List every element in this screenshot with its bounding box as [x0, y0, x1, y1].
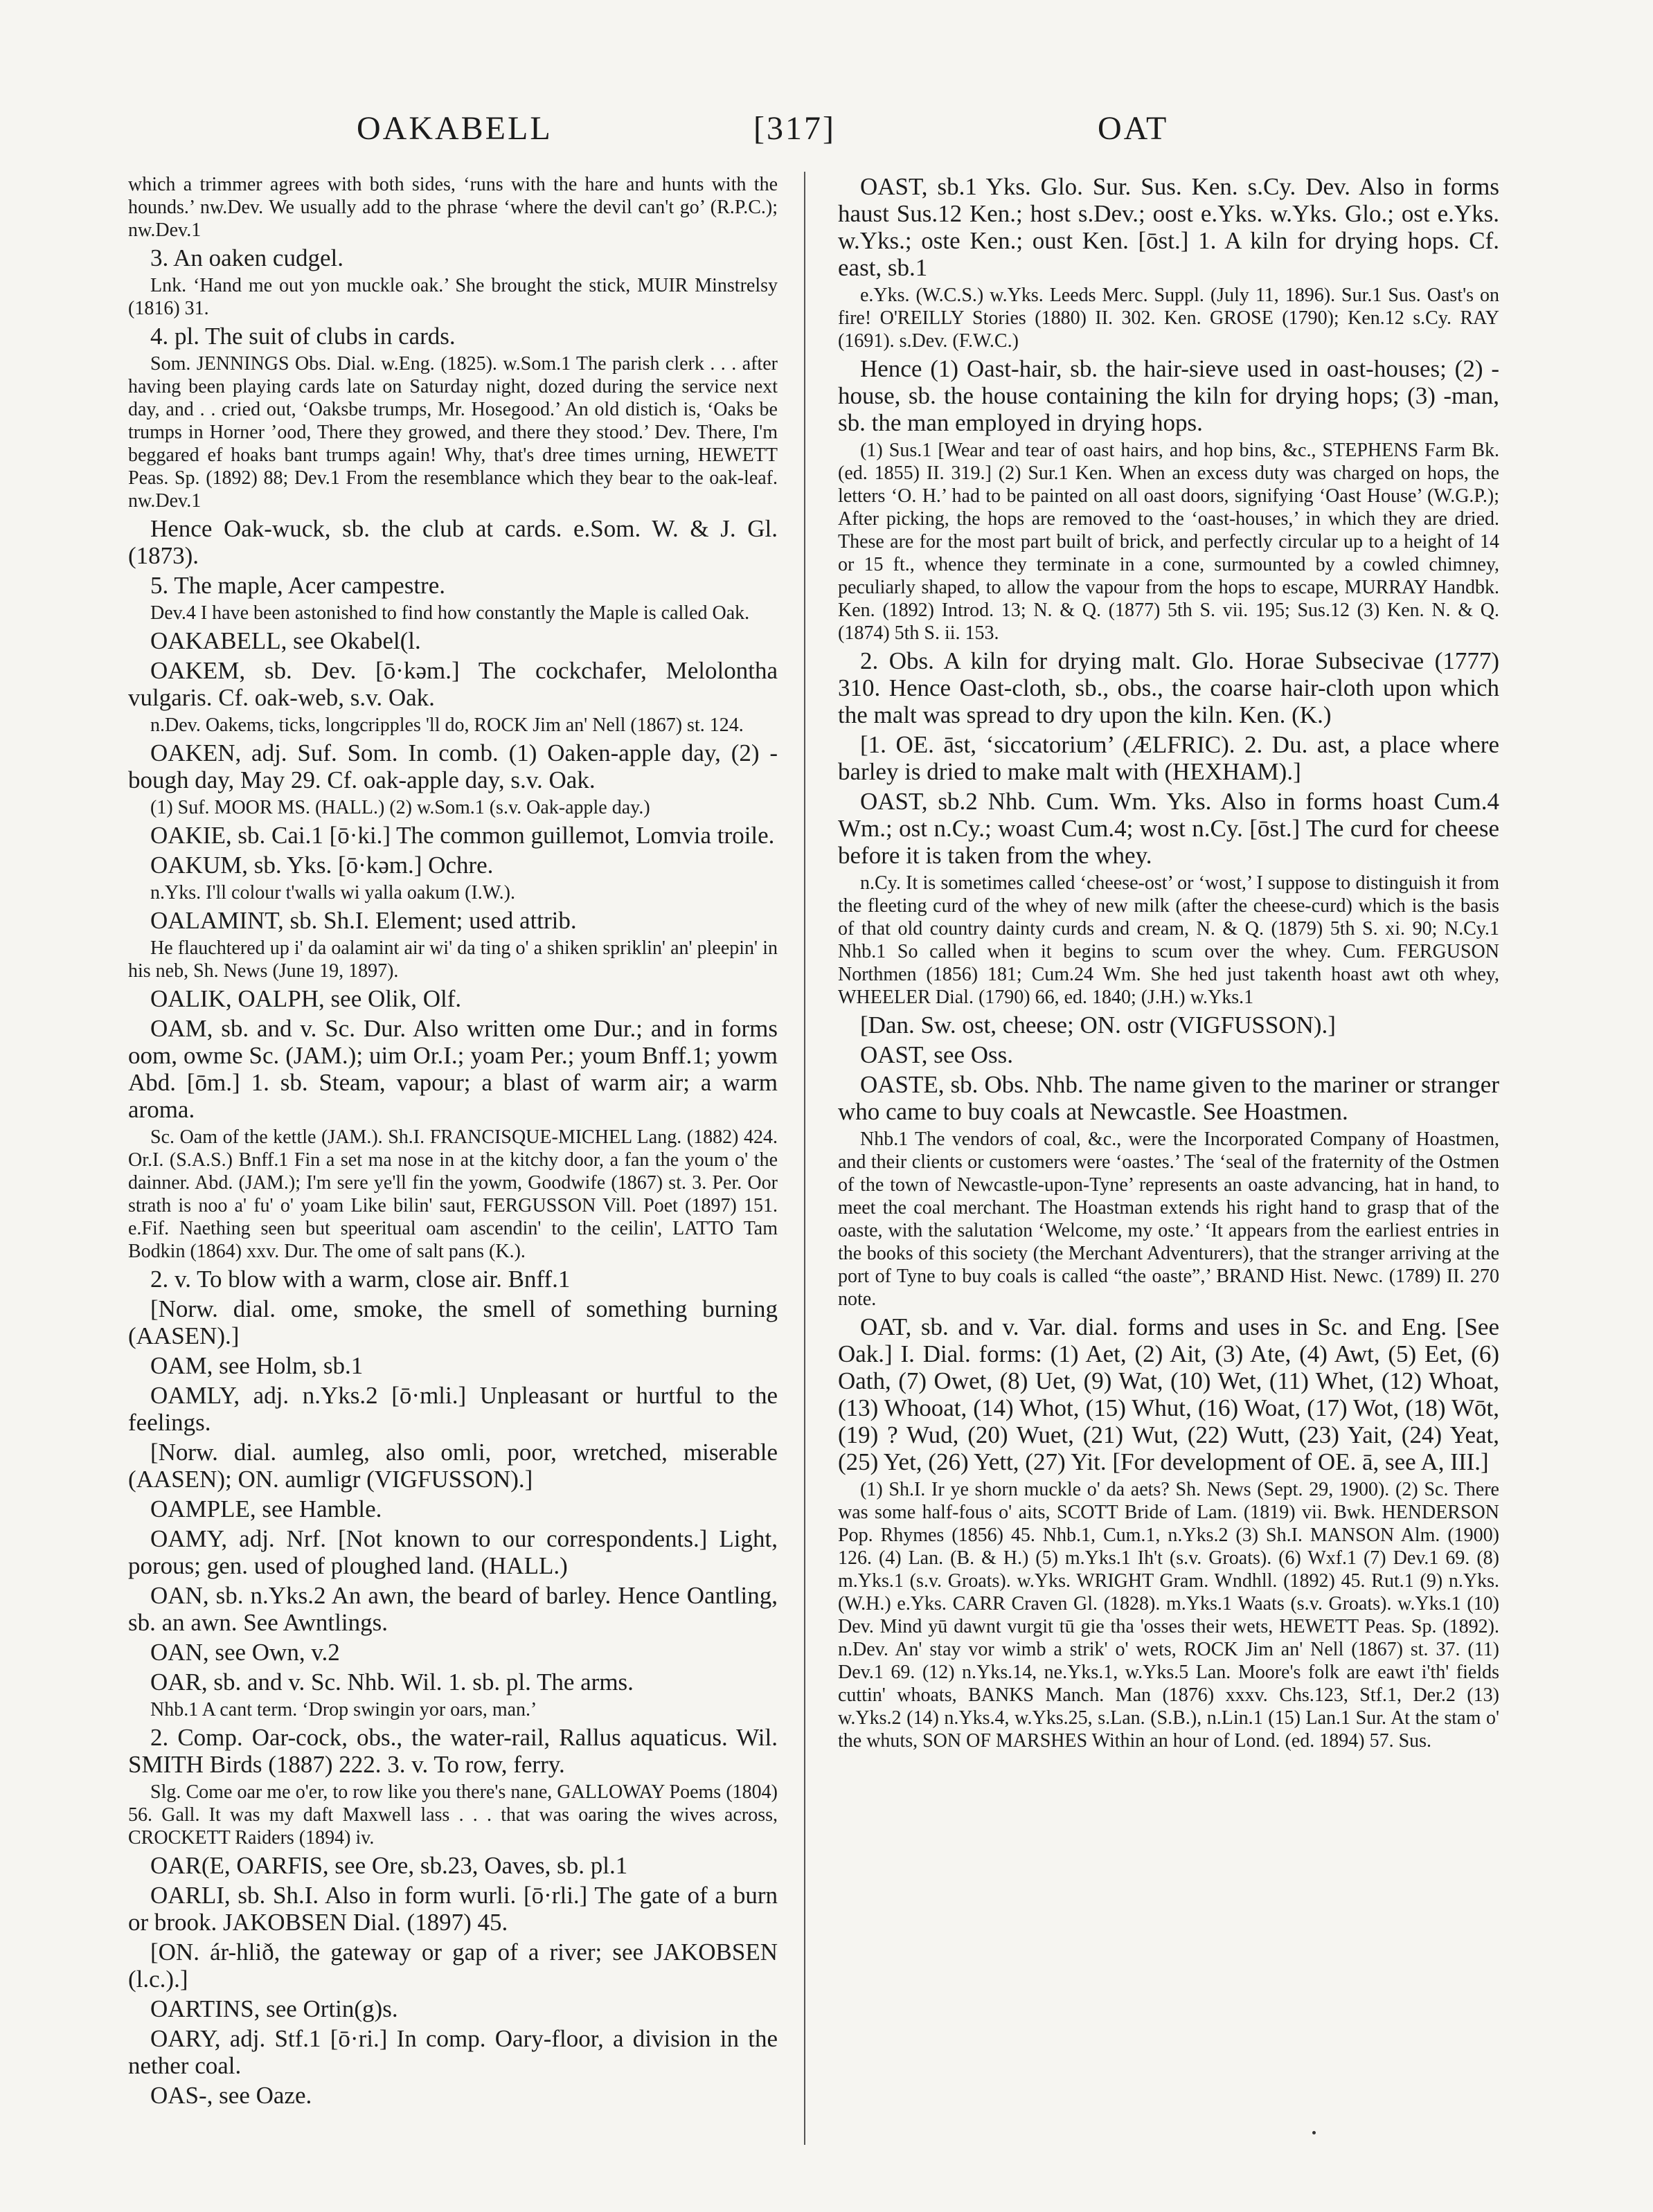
- entry-paragraph: OAT, sb. and v. Var. dial. forms and uses in Sc. and Eng. [See Oak.] I. Dial. forms: (1) Aet, (2) Ait, (3) Ate, (4) Awt, (5) Eet, (6) Oath, (7) Owet, (8) Uet, (9) Wat, (10) Wet, (11) Whet, (12) Whoat, (13) Whooat, (14) Whot, (15) Whut, (16) Woat, (17) Wot, (18) Wōt, (19) ? Wud, (20) Wuet, (21) Wut, (22) Wutt, (23) Yait, (24) Yeat, (25) Yet, (26) Yett, (27) Yit. [For development of OE. ā, see A, III.]: [838, 1313, 1499, 1475]
- running-head-right: OAT: [1098, 110, 1169, 147]
- citation-paragraph: Dev.4 I have been astonished to find how constantly the Maple is called Oak.: [150, 602, 750, 624]
- citation-paragraph: Nhb.1 A cant term. ‘Drop swingin yor oars, man.’: [150, 1699, 537, 1720]
- entry-paragraph: OAST, see Oss.: [860, 1041, 1014, 1068]
- entry-paragraph: Hence (1) Oast-hair, sb. the hair-sieve used in oast-houses; (2) -house, sb. the house containing the kiln for drying hops; (3) -man, sb. the man employed in drying hops.: [838, 355, 1499, 436]
- entry-paragraph: OAKEN, adj. Suf. Som. In comb. (1) Oaken-apple day, (2) -bough day, May 29. Cf. oak-apple day, s.v. Oak.: [128, 739, 778, 793]
- entry-paragraph: [Norw. dial. aumleg, also omli, poor, wretched, miserable (AASEN); ON. aumligr (VIGFUSSON).]: [128, 1439, 778, 1493]
- citation-paragraph: e.Yks. (W.C.S.) w.Yks. Leeds Merc. Suppl. (July 11, 1896). Sur.1 Sus. Oast's on fire! O'REILLY Stories (1880) II. 302. Ken. GROSE (1790); Ken.12 s.Cy. RAY (1691). s.Dev. (F.W.C.): [838, 285, 1499, 352]
- entry-paragraph: OAR(E, OARFIS, see Ore, sb.23, Oaves, sb. pl.1: [150, 1852, 628, 1879]
- entry-paragraph: OAM, see Holm, sb.1: [150, 1352, 364, 1379]
- entry-paragraph: 2. Obs. A kiln for drying malt. Glo. Horae Subsecivae (1777) 310. Hence Oast-cloth, sb., obs., the coarse hair-cloth upon which the malt was spread to dry upon the kiln. Ken. (K.): [838, 647, 1499, 728]
- entry-paragraph: OAS-, see Oaze.: [150, 2082, 312, 2109]
- citation-paragraph: Sc. Oam of the kettle (JAM.). Sh.I. FRANCISQUE-MICHEL Lang. (1882) 424. Or.I. (S.A.S.) Bnff.1 Fin a set ma nose in at the kitchy door, a fan the youm o' the dainner. Abd. (JAM.); I'm sere ye'll fin the yowm, Goodwife (1867) st. 3. Per. Oor strath is noo a' fu' o' yoam Like bilin' saut, FERGUSSON Vill. Poet (1897) 151. e.Fif. Naething seen but speeritual oam ascendin' to the ceilin', LATTO Tam Bodkin (1864) xxv. Dur. The ome of salt pans (K.).: [128, 1126, 778, 1262]
- entry-paragraph: OAST, sb.2 Nhb. Cum. Wm. Yks. Also in forms hoast Cum.4 Wm.; ost n.Cy.; woast Cum.4; wost n.Cy. [ōst.] The curd for cheese before it is taken from the whey.: [838, 788, 1499, 869]
- citation-paragraph: He flauchtered up i' da oalamint air wi' da ting o' a shiken spriklin' an' pleepin' in his neb, Sh. News (June 19, 1897).: [128, 937, 778, 982]
- entry-paragraph: [ON. ár-hlið, the gateway or gap of a river; see JAKOBSEN (l.c.).]: [128, 1939, 778, 1993]
- entry-paragraph: OAKUM, sb. Yks. [ō·kəm.] Ochre.: [150, 852, 494, 879]
- running-head-left: OAKABELL: [357, 110, 553, 147]
- entry-paragraph: OALAMINT, sb. Sh.I. Element; used attrib.: [150, 907, 577, 934]
- ink-speck: [1312, 2131, 1316, 2134]
- entry-paragraph: OAKABELL, see Okabel(l.: [150, 627, 421, 654]
- entry-paragraph: OAMPLE, see Hamble.: [150, 1495, 382, 1522]
- entry-paragraph: 5. The maple, Acer campestre.: [150, 572, 445, 599]
- entry-paragraph: OALIK, OALPH, see Olik, Olf.: [150, 985, 462, 1012]
- citation-paragraph: Slg. Come oar me o'er, to row like you there's nane, GALLOWAY Poems (1804) 56. Gall. It was my daft Maxwell lass . . . that was oaring the wives across, CROCKETT Raiders (1894) iv.: [128, 1781, 778, 1849]
- citation-paragraph: n.Cy. It is sometimes called ‘cheese-ost’ or ‘wost,’ I suppose to distinguish it from the fleeting curd of the whey of new milk (after the cheese-curd) which is the basis of that old country dainty curds and cream, N. & Q. (1879) 5th S. xi. 90; N.Cy.1 Nhb.1 So called when it begins to scum over the whey. Cum. FERGUSON Northmen (1856) 181; Cum.24 Wm. She hed just takenth hoast awt oth whey, WHEELER Dial. (1790) 66, ed. 1840; (J.H.) w.Yks.1: [838, 872, 1499, 1008]
- citation-paragraph: (1) Sus.1 [Wear and tear of oast hairs, and hop bins, &c., STEPHENS Farm Bk. (ed. 1855) II. 319.] (2) Sur.1 Ken. When an excess duty was charged on hops, the letters ‘O. H.’ had to be painted on all oast doors, signifying ‘Oast House’ (W.G.P.); After picking, the hops are removed to the ‘oast-houses,’ in which they are dried. These are for the most part built of brick, and perfectly circular up to a height of 14 or 15 ft., whence they terminate in a cone, surmounted by a cowled chimney, peculiarly shaped, to allow the vapour from the hops to escape, MURRAY Handbk. Ken. (1892) Introd. 13; N. & Q. (1877) 5th S. vii. 195; Sus.12 (3) Ken. N. & Q. (1874) 5th S. ii. 153.: [838, 440, 1499, 644]
- right-column: [838, 173, 1499, 1755]
- entry-paragraph: OAN, see Own, v.2: [150, 1639, 340, 1666]
- citation-paragraph: Nhb.1 The vendors of coal, &c., were the Incorporated Company of Hoastmen, and their clients or customers were ‘oastes.’ The ‘seal of the fraternity of the Ostmen of the town of Newcastle-upon-Tyne’ represents an oaste advancing, hat in hand, to meet the coal merchant. The Hoastman extends his right hand to grasp that of the oaste, with the salutation ‘Welcome, my oste.’ ‘It appears from the earliest entries in the books of this society (the Merchant Adventurers), that the stranger arriving at the port of Tyne to buy coals is called “the oaste”,’ BRAND Hist. Newc. (1789) II. 270 note.: [838, 1129, 1499, 1310]
- entry-paragraph: OAKEM, sb. Dev. [ō·kəm.] The cockchafer, Melolontha vulgaris. Cf. oak-web, s.v. Oak.: [128, 657, 778, 711]
- entry-paragraph: 4. pl. The suit of clubs in cards.: [150, 323, 456, 350]
- entry-paragraph: OAN, sb. n.Yks.2 An awn, the beard of barley. Hence Oantling, sb. an awn. See Awntlings.: [128, 1582, 778, 1636]
- entry-paragraph: 2. Comp. Oar-cock, obs., the water-rail, Rallus aquaticus. Wil. SMITH Birds (1887) 222. 3. v. To row, ferry.: [128, 1724, 778, 1778]
- entry-paragraph: OAMY, adj. Nrf. [Not known to our correspondents.] Light, porous; gen. used of ploughed land. (HALL.): [128, 1525, 778, 1579]
- left-column: [128, 173, 778, 2112]
- entry-paragraph: OASTE, sb. Obs. Nhb. The name given to the mariner or stranger who came to buy coals at Newcastle. See Hoastmen.: [838, 1071, 1499, 1125]
- entry-paragraph: OARY, adj. Stf.1 [ō·ri.] In comp. Oary-floor, a division in the nether coal.: [128, 2025, 778, 2079]
- entry-paragraph: OAM, sb. and v. Sc. Dur. Also written ome Dur.; and in forms oom, owme Sc. (JAM.); uim Or.I.; yoam Per.; youm Bnff.1; yowm Abd. [ōm.] 1. sb. Steam, vapour; a blast of warm air; a warm aroma.: [128, 1015, 778, 1123]
- entry-paragraph: 3. An oaken cudgel.: [150, 244, 343, 271]
- entry-paragraph: OAKIE, sb. Cai.1 [ō·ki.] The common guillemot, Lomvia troile.: [150, 822, 775, 849]
- entry-paragraph: OAST, sb.1 Yks. Glo. Sur. Sus. Ken. s.Cy. Dev. Also in forms haust Sus.12 Ken.; host s.Dev.; oost e.Yks. w.Yks. Glo.; ost e.Yks. w.Yks.; oste Ken.; oust Ken. [ōst.] 1. A kiln for drying hops. Cf. east, sb.1: [838, 173, 1499, 281]
- entry-paragraph: [Norw. dial. ome, smoke, the smell of something burning (AASEN).]: [128, 1295, 778, 1349]
- entry-paragraph: OARLI, sb. Sh.I. Also in form wurli. [ō·rli.] The gate of a burn or brook. JAKOBSEN Dial. (1897) 45.: [128, 1882, 778, 1936]
- citation-paragraph: Som. JENNINGS Obs. Dial. w.Eng. (1825). w.Som.1 The parish clerk . . . after having been playing cards late on Saturday night, dozed during the service next day, and . . cried out, ‘Oaksbe trumps, Mr. Hosegood.’ An old distich is, ‘Oaks be trumps in Horner ’ood, There they growed, and there they stood.’ Dev. There, I'm beggared ef hoaks bant trumps again! Why, that's dree times urning, HEWETT Peas. Sp. (1892) 88; Dev.1 From the resemblance which they bear to the oak-leaf. nw.Dev.1: [128, 353, 778, 512]
- page-number: [317]: [753, 110, 836, 147]
- citation-paragraph: n.Dev. Oakems, ticks, longcripples 'll do, ROCK Jim an' Nell (1867) st. 124.: [150, 714, 744, 736]
- citation-paragraph: Lnk. ‘Hand me out yon muckle oak.’ She brought the stick, MUIR Minstrelsy (1816) 31.: [128, 275, 778, 319]
- citation-paragraph: n.Yks. I'll colour t'walls wi yalla oakum (I.W.).: [150, 882, 515, 903]
- citation-paragraph: (1) Suf. MOOR MS. (HALL.) (2) w.Som.1 (s.v. Oak-apple day.): [150, 797, 650, 818]
- entry-paragraph: 2. v. To blow with a warm, close air. Bnff.1: [150, 1266, 571, 1293]
- citation-paragraph: (1) Sh.I. Ir ye shorn muckle o' da aets? Sh. News (Sept. 29, 1900). (2) Sc. There was some half-fous o' aits, SCOTT Bride of Lam. (1819) vii. Bwk. HENDERSON Pop. Rhymes (1856) 45. Nhb.1, Cum.1, n.Yks.2 (3) Sh.I. MANSON Alm. (1900) 126. (4) Lan. (B. & H.) (5) m.Yks.1 Ih't (s.v. Groats). (6) Wxf.1 (7) Dev.1 69. (8) m.Yks.1 (s.v. Groats). w.Yks. WRIGHT Gram. Wndhll. (1892) 45. Rut.1 (9) n.Yks. (W.H.) e.Yks. CARR Craven Gl. (1828). m.Yks.1 Waats (s.v. Groats). w.Yks.1 (10) Dev. Mind yū dawnt vurgit tū gie tha 'osses their wets, HEWETT Peas. Sp. (1892). n.Dev. An' stay vor wimb a strik' o' wets, ROCK Jim an' Nell (1867) st. 37. (11) Dev.1 69. (12) n.Yks.14, ne.Yks.1, w.Yks.5 Lan. Moore's folk are eawt i'th' fields cuttin' whoats, BANKS Manch. Man (1876) xxxv. Chs.123, Stf.1, Der.2 (13) w.Yks.2 (14) n.Yks.4, w.Yks.25, s.Lan. (S.B.), n.Lin.1 (15) Lan.1 Sur. At the stam o' the whuts, SON OF MARSHES Within an hour of Lond. (ed. 1894) 57. Sus.: [838, 1479, 1499, 1752]
- entry-paragraph: [1. OE. āst, ‘siccatorium’ (ÆLFRIC). 2. Du. ast, a place where barley is dried to make malt with (HEXHAM).]: [838, 731, 1499, 785]
- entry-paragraph: OAMLY, adj. n.Yks.2 [ō·mli.] Unpleasant or hurtful to the feelings.: [128, 1382, 778, 1436]
- entry-paragraph: Hence Oak-wuck, sb. the club at cards. e.Som. W. & J. Gl. (1873).: [128, 515, 778, 569]
- column-divider: [804, 172, 805, 2145]
- citation-paragraph: which a trimmer agrees with both sides, ‘runs with the hare and hunts with the hounds.’ nw.Dev. We usually add to the phrase ‘where the devil can't go’ (R.P.C.); nw.Dev.1: [128, 174, 778, 241]
- entry-paragraph: [Dan. Sw. ost, cheese; ON. ostr (VIGFUSSON).]: [860, 1011, 1336, 1038]
- entry-paragraph: OARTINS, see Ortin(g)s.: [150, 1995, 398, 2022]
- entry-paragraph: OAR, sb. and v. Sc. Nhb. Wil. 1. sb. pl. The arms.: [150, 1669, 634, 1696]
